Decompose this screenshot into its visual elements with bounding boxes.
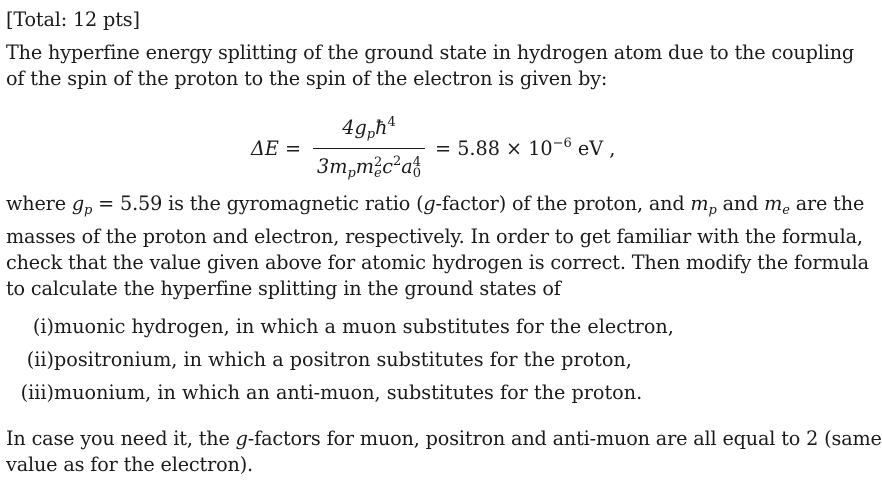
closing-paragraph xyxy=(6,427,882,477)
body-line-1: where $g_p = 5.59$ is the gyromagnetic ratio (g-factor) of the proton, and $m_p$ and $m_e$ are the xyxy=(6,192,865,218)
list-item-label: (i) xyxy=(32,315,54,338)
body-line-4: to calculate the hyperfine splitting in the ground states of xyxy=(6,277,561,300)
list-item-label: (iii) xyxy=(20,381,54,404)
equation-numerator: $4g_pħ^4$ xyxy=(342,114,396,142)
intro-line-2: of the spin of the proton to the spin of the electron is given by: xyxy=(6,67,608,90)
body-paragraph xyxy=(6,192,869,301)
intro-line-1: The hyperfine energy splitting of the ground state in hydrogen atom due to the coupling xyxy=(6,41,855,64)
body-line-3: check that the value given above for atomic hydrogen is correct. Then modify the formula xyxy=(6,251,869,274)
closing-line-1: In case you need it, the g-factors for muon, positron and anti-muon are all equal to 2 (same xyxy=(6,427,882,450)
equation-rhs: = $5.88 \times 10^{-6}$ eV , xyxy=(435,136,616,160)
list-item xyxy=(6,315,834,348)
list-item-text: muonic hydrogen, in which a muon substitutes for the electron, xyxy=(54,315,674,338)
list-item-text: positronium, in which a positron substitutes for the proton, xyxy=(54,348,632,371)
closing-line-2: value as for the electron). xyxy=(6,453,253,476)
body-line-2: masses of the proton and electron, respectively. In order to get familiar with the formula, xyxy=(6,225,863,248)
list-item-text: muonium, in which an anti-muon, substitutes for the proton. xyxy=(54,381,643,404)
equation-lhs: ΔE = xyxy=(251,136,302,160)
sub-question-list xyxy=(6,315,834,414)
list-item xyxy=(6,381,834,414)
equation-denominator: $3m_pm$ 2 e $c^2a$ 4 0 xyxy=(317,153,422,181)
list-item xyxy=(6,348,834,381)
list-item-label: (ii) xyxy=(26,348,54,371)
hyperfine-equation xyxy=(251,114,616,181)
equation-fraction xyxy=(313,112,425,185)
total-points: [Total: 12 pts] xyxy=(6,8,140,31)
